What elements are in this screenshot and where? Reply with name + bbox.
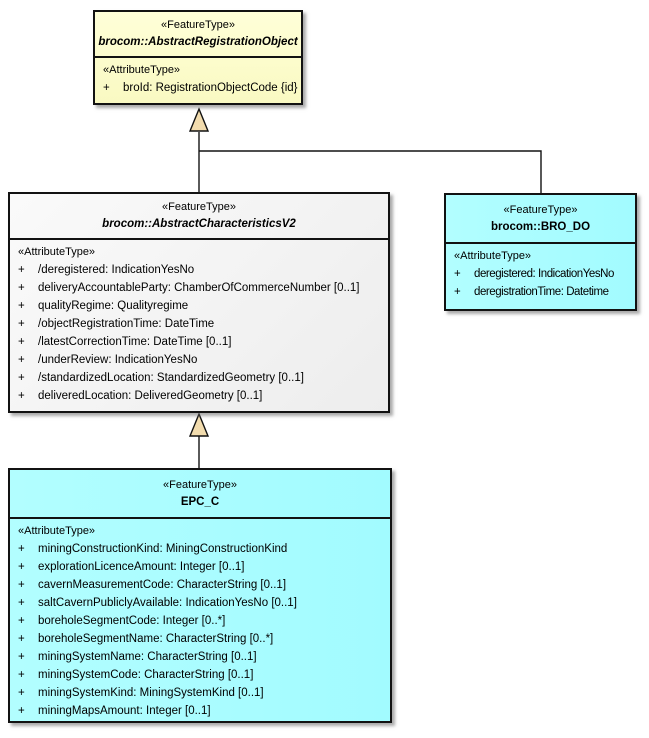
- visibility-symbol: +: [18, 651, 25, 663]
- attribute-row: [454, 265, 633, 283]
- visibility-symbol: +: [18, 597, 25, 609]
- attribute-row: [18, 594, 388, 612]
- attribute-row: [454, 283, 633, 301]
- attribute-row: [18, 333, 386, 351]
- visibility-symbol: +: [18, 282, 25, 294]
- attribute-text: saltCavernPubliclyAvailable: IndicationYesNo [0..1]: [38, 597, 297, 609]
- attribute-type-label: «AttributeType»: [18, 246, 96, 258]
- attribute-row: [18, 648, 388, 666]
- attribute-row: [18, 540, 388, 558]
- attribute-type-label: «AttributeType»: [18, 525, 96, 537]
- visibility-symbol: +: [18, 543, 25, 555]
- visibility-symbol: +: [18, 318, 25, 330]
- class-name: brocom::AbstractRegistrationObject: [98, 36, 298, 48]
- visibility-symbol: +: [18, 336, 25, 348]
- visibility-symbol: +: [454, 268, 461, 280]
- class-header: [446, 195, 635, 244]
- attribute-text: miningSystemName: CharacterString [0..1]: [38, 651, 257, 663]
- visibility-symbol: +: [103, 82, 110, 94]
- attribute-text: /standardizedLocation: StandardizedGeometry [0..1]: [38, 372, 304, 384]
- attributes-compartment: [95, 58, 301, 97]
- generalization-arrow-icon: [190, 414, 208, 436]
- generalization-arrow-icon: [190, 109, 208, 131]
- class-abstract-registration-object: [93, 10, 303, 105]
- attribute-row: [18, 279, 386, 297]
- attribute-text: deregistered: IndicationYesNo: [474, 268, 614, 280]
- attribute-text: deliveredLocation: DeliveredGeometry [0..1]: [38, 390, 263, 402]
- attribute-type-label: «AttributeType»: [103, 64, 181, 76]
- visibility-symbol: +: [18, 633, 25, 645]
- attribute-text: /latestCorrectionTime: DateTime [0..1]: [38, 336, 232, 348]
- visibility-symbol: +: [18, 372, 25, 384]
- attribute-text: miningSystemCode: CharacterString [0..1]: [38, 669, 254, 681]
- visibility-symbol: +: [18, 705, 25, 717]
- attribute-row: [18, 576, 388, 594]
- attribute-text: explorationLicenceAmount: Integer [0..1]: [38, 561, 245, 573]
- attribute-row: [18, 558, 388, 576]
- attributes-compartment: [10, 240, 388, 405]
- visibility-symbol: +: [18, 687, 25, 699]
- attribute-text: miningConstructionKind: MiningConstructionKind: [38, 543, 288, 555]
- attribute-row: [18, 702, 388, 720]
- attribute-text: miningMapsAmount: Integer [0..1]: [38, 705, 211, 717]
- attribute-row: [18, 387, 386, 405]
- stereotype-label: «FeatureType»: [162, 201, 236, 213]
- visibility-symbol: +: [18, 579, 25, 591]
- attributes-compartment: [10, 519, 390, 720]
- class-abstract-characteristics-v2: [8, 192, 390, 413]
- attribute-row: [18, 369, 386, 387]
- attribute-row: [18, 612, 388, 630]
- class-header: [10, 194, 388, 240]
- attribute-row: [103, 79, 299, 97]
- stereotype-label: «FeatureType»: [161, 19, 235, 31]
- attribute-text: cavernMeasurementCode: CharacterString [0..1]: [38, 579, 287, 591]
- visibility-symbol: +: [18, 264, 25, 276]
- visibility-symbol: +: [18, 615, 25, 627]
- visibility-symbol: +: [18, 300, 25, 312]
- attribute-row: [18, 666, 388, 684]
- class-header: [10, 470, 390, 519]
- visibility-symbol: +: [18, 354, 25, 366]
- attribute-text: /deregistered: IndicationYesNo: [38, 264, 195, 276]
- class-bro-do: [444, 193, 637, 311]
- attribute-type-label: «AttributeType»: [454, 250, 532, 262]
- stereotype-label: «FeatureType»: [503, 204, 578, 216]
- attribute-row: [18, 297, 386, 315]
- attribute-text: /objectRegistrationTime: DateTime: [38, 318, 215, 330]
- generalization-line-bro-do: [199, 151, 541, 193]
- attribute-row: [18, 684, 388, 702]
- class-header: [95, 12, 301, 58]
- attribute-text: broId: RegistrationObjectCode {id}: [123, 82, 298, 94]
- visibility-symbol: +: [454, 286, 461, 298]
- stereotype-label: «FeatureType»: [163, 479, 237, 491]
- attribute-text: boreholeSegmentName: CharacterString [0..*]: [38, 633, 274, 645]
- attribute-text: deliveryAccountableParty: ChamberOfCommerceNumber [0..1]: [38, 282, 360, 294]
- attribute-text: /underReview: IndicationYesNo: [38, 354, 198, 366]
- attribute-text: boreholeSegmentCode: Integer [0..*]: [38, 615, 226, 627]
- class-name: brocom::BRO_DO: [490, 221, 591, 233]
- attribute-row: [18, 261, 386, 279]
- visibility-symbol: +: [18, 561, 25, 573]
- class-epc-c: [8, 468, 392, 723]
- attribute-row: [18, 351, 386, 369]
- attribute-text: deregistrationTime: Datetime: [474, 286, 609, 298]
- visibility-symbol: +: [18, 390, 25, 402]
- class-name: EPC_C: [180, 496, 220, 508]
- attribute-row: [18, 630, 388, 648]
- class-name: brocom::AbstractCharacteristicsV2: [102, 218, 296, 230]
- attributes-compartment: [446, 244, 635, 301]
- attribute-text: qualityRegime: Qualityregime: [38, 300, 189, 312]
- visibility-symbol: +: [18, 669, 25, 681]
- attribute-row: [18, 315, 386, 333]
- attribute-text: miningSystemKind: MiningSystemKind [0..1]: [38, 687, 264, 699]
